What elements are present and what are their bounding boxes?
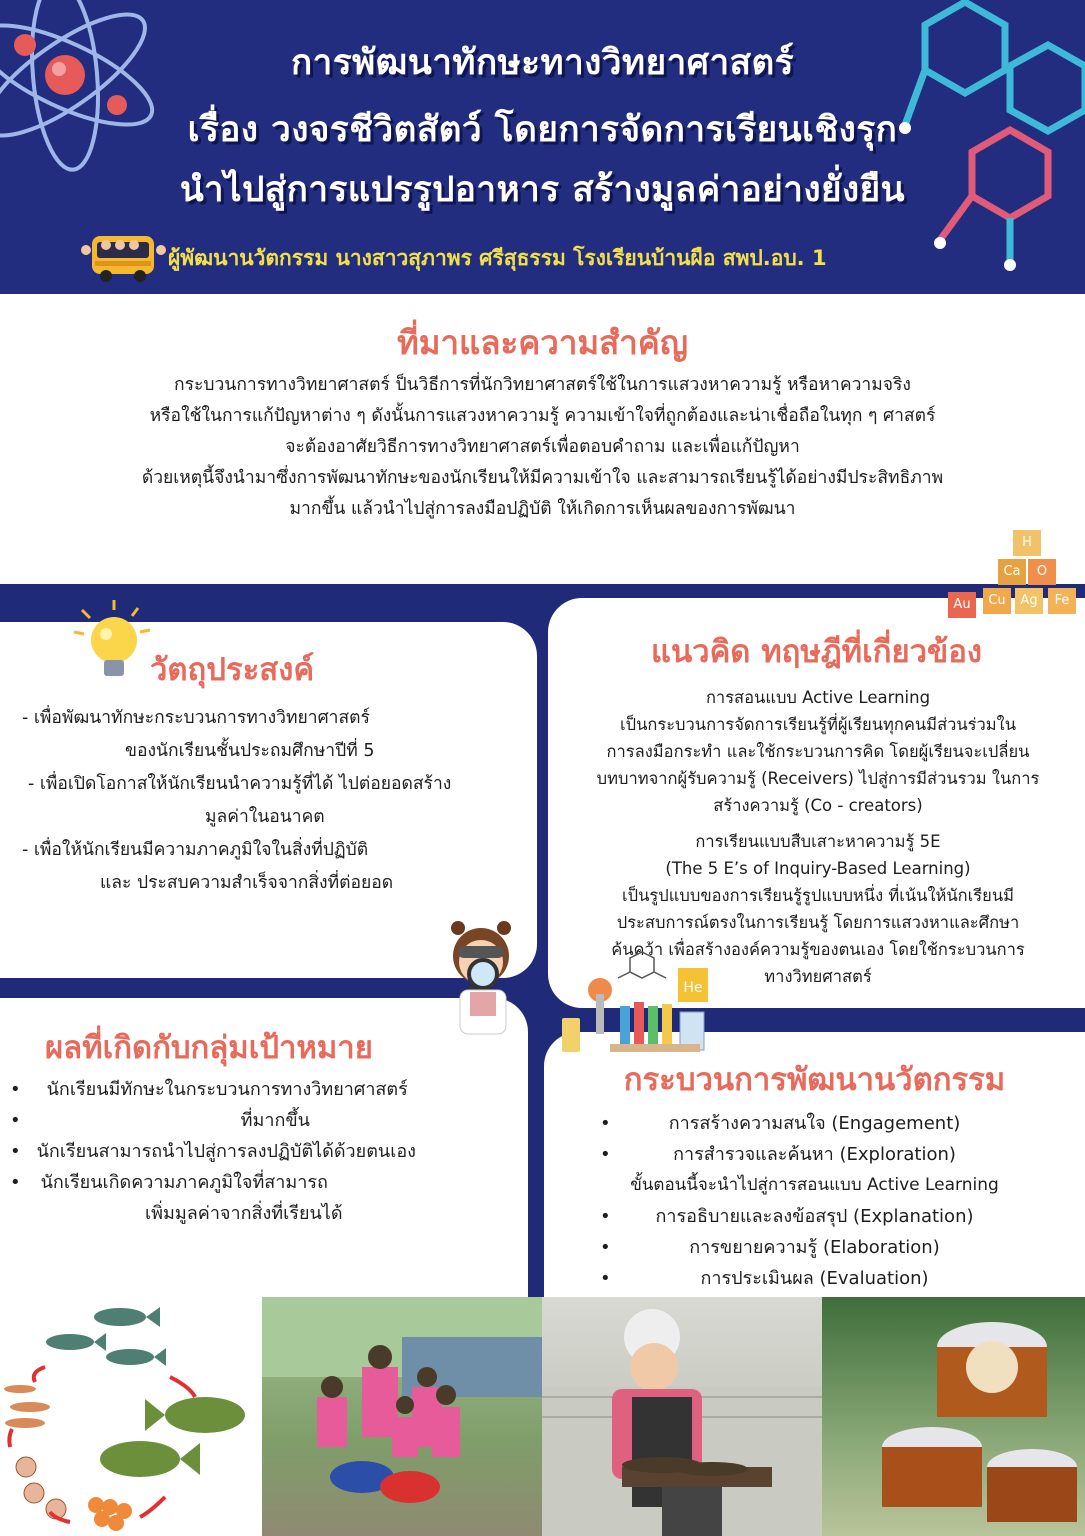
element-tile: Ca: [998, 559, 1026, 585]
title-line-3: นำไปสู่การแปรรูปอาหาร สร้างมูลค่าอย่างยั่งยืน: [179, 170, 906, 210]
process-item: • การสร้างความสนใจ (Engagement): [544, 1108, 1085, 1139]
bullet-icon: •: [10, 1079, 21, 1100]
process-item: • การประเมินผล (Evaluation): [544, 1263, 1085, 1294]
element-tile: Fe: [1048, 588, 1076, 614]
result-item: • นักเรียนมีทักษะในกระบวนการทางวิทยาศาสตร์: [10, 1079, 408, 1100]
theory-line: ทางวิทยศาสตร์: [764, 967, 872, 986]
process-card: [544, 1032, 1085, 1298]
objective-item: - เพื่อเปิดโอกาสให้นักเรียนนำความรู้ที่ได้ ไปต่อยอดสร้าง: [28, 774, 452, 794]
girl-scientist-illustration: [440, 918, 530, 1038]
fish-lifecycle-image: [0, 1297, 262, 1536]
results-card: [0, 998, 528, 1298]
bullet-icon: •: [10, 1141, 21, 1162]
theory-line: สร้างความรู้ (Co - creators): [713, 796, 923, 815]
theory-line: ค้นคว้า เพื่อสร้างองค์ความรู้ของตนเอง โดยใช้กระบวนการ: [611, 940, 1025, 959]
objectives-list: [0, 702, 537, 900]
theory-line: ประสบการณ์ตรงในการเรียนรู้ โดยการแสวงหาและศึกษา: [616, 913, 1020, 932]
bullet-icon: •: [600, 1268, 611, 1289]
background-heading: ที่มาและความสำคัญ: [396, 323, 688, 362]
background-line: มากขึ้น แล้วนำไปสู่การลงมือปฏิบัติ ให้เกิดการเห็นผลของการพัฒนา: [289, 499, 796, 519]
theory-line: บทบาทจากผู้รับความรู้ (Receivers) ไปสู่การมีส่วนรวม ในการ: [596, 769, 1040, 788]
lab-glassware-illustration: [560, 948, 720, 1056]
bullet-icon: •: [600, 1144, 611, 1165]
bullet-icon: •: [10, 1172, 21, 1193]
element-tile: O: [1028, 559, 1056, 585]
header-banner: [0, 0, 1085, 294]
objectives-heading: วัตถุประสงค์: [150, 652, 315, 688]
result-item: • ที่มากขึ้น: [10, 1110, 310, 1131]
theory-card: [548, 598, 1085, 1008]
bullet-icon: •: [600, 1237, 611, 1258]
theory-line: (The 5 E’s of Inquiry-Based Learning): [665, 859, 971, 878]
objective-item-cont: และ ประสบความสำเร็จจากสิ่งที่ต่อยอด: [100, 873, 394, 893]
theory-line: การลงมือกระทำ และใช้กระบวนการคิด โดยผู้เรียนจะเปลี่ยน: [606, 742, 1030, 761]
element-tile: Cu: [983, 588, 1011, 614]
theory-heading: แนวคิด ทฤษฎีที่เกี่ยวข้อง: [650, 634, 982, 670]
result-item: • นักเรียนเกิดความภาคภูมิใจที่สามารถ: [10, 1172, 328, 1193]
grilling-fish-photo: [542, 1297, 822, 1536]
results-heading: ผลที่เกิดกับกลุ่มเป้าหมาย: [45, 1030, 373, 1066]
bullet-icon: •: [10, 1110, 21, 1131]
preserved-fish-jars-photo: [822, 1297, 1085, 1536]
element-tile: He: [683, 980, 703, 996]
objective-item: - เพื่อให้นักเรียนมีความภาคภูมิใจในสิ่งที่ปฏิบัติ: [22, 840, 369, 860]
process-item: • การขยายความรู้ (Elaboration): [544, 1232, 1085, 1263]
periodic-tiles: [948, 530, 1085, 620]
big-fish-icon: [100, 1397, 245, 1477]
background-line: กระบวนการทางวิทยาศาสตร์ ป็นวิธีการที่นักวิทยาศาสตร์ใช้ในการแสวงหาความรู้ หรือหาความจริง: [174, 375, 911, 395]
objective-item-cont: ของนักเรียนชั้นประถมศึกษาปีที่ 5: [125, 741, 375, 761]
objective-item: - เพื่อพัฒนาทักษะกระบวนการทางวิทยาศาสตร์: [22, 708, 370, 728]
lightbulb-icon: [66, 596, 156, 686]
bullet-icon: •: [600, 1206, 611, 1227]
theory-line: เป็นรูปแบบของการเรียนรู้รูปแบบหนึ่ง ที่เน้นให้นักเรียนมี: [622, 886, 1014, 905]
element-tile: Ag: [1015, 588, 1043, 614]
objective-item-cont: มูลค่าในอนาคต: [205, 807, 325, 827]
title-line-2: เรื่อง วงจรชีวิตสัตว์ โดยการจัดการเรียนเชิงรุก: [187, 110, 898, 150]
result-item: • นักเรียนสามารถนำไปสู่การลงปฏิบัติได้ด้วยตนเอง: [10, 1141, 416, 1162]
fish-icon: [46, 1307, 166, 1366]
process-item: • การสำรวจและค้นหา (Exploration): [544, 1139, 1085, 1170]
process-item-note: ขั้นตอนนี้จะนำไปสู่การสอนแบบ Active Learning: [630, 1175, 999, 1195]
title-line-1: การพัฒนาทักษะทางวิทยาศาสตร์: [290, 43, 794, 83]
process-heading: กระบวนการพัฒนานวัตกรรม: [623, 1062, 1006, 1098]
element-tile: H: [1013, 530, 1041, 556]
theory-block-active: [548, 684, 1085, 819]
process-item: • การอธิบายและลงข้อสรุป (Explanation): [544, 1201, 1085, 1232]
element-tile: Au: [948, 592, 976, 618]
result-item-cont: เพิ่มมูลค่าจากสิ่งที่เรียนได้: [145, 1203, 343, 1224]
author-line: ผู้พัฒนานวัตกรรม นางสาวสุภาพร ศรีสุธรรม โรงเรียนบ้านผือ สพป.อบ. 1: [168, 246, 827, 270]
process-list: [544, 1108, 1085, 1294]
background-text: [0, 370, 1085, 525]
background-line: จะต้องอาศัยวิธีการทางวิทยาศาสตร์เพื่อตอบคำถาม และเพื่อแก้ปัญหา: [285, 437, 800, 457]
theory-line: การเรียนแบบสืบเสาะหาความรู้ 5E: [695, 832, 941, 851]
background-line: ด้วยเหตุนี้จึงนำมาซึ่งการพัฒนาทักษะของนักเรียนให้มีความเข้าใจ และสามารถเรียนรู้ได้อย่างมีประสิทธิภาพ: [141, 468, 944, 488]
theory-line: เป็นกระบวนการจัดการเรียนรู้ที่ผู้เรียนทุกคนมีส่วนร่วมใน: [619, 715, 1017, 734]
theory-line: การสอนแบบ Active Learning: [705, 688, 931, 707]
students-photo: [262, 1297, 542, 1536]
background-line: หรือใช้ในการแก้ปัญหาต่าง ๆ ดังนั้นการแสวงหาความรู้ ความเข้าใจที่ถูกต้องและน่าเชื่อถือในทุก ๆ ศาสตร์: [149, 406, 936, 426]
school-bus-icon: [81, 236, 166, 282]
background-section: [0, 294, 1085, 584]
results-list: [0, 1074, 528, 1229]
bullet-icon: •: [600, 1113, 611, 1134]
